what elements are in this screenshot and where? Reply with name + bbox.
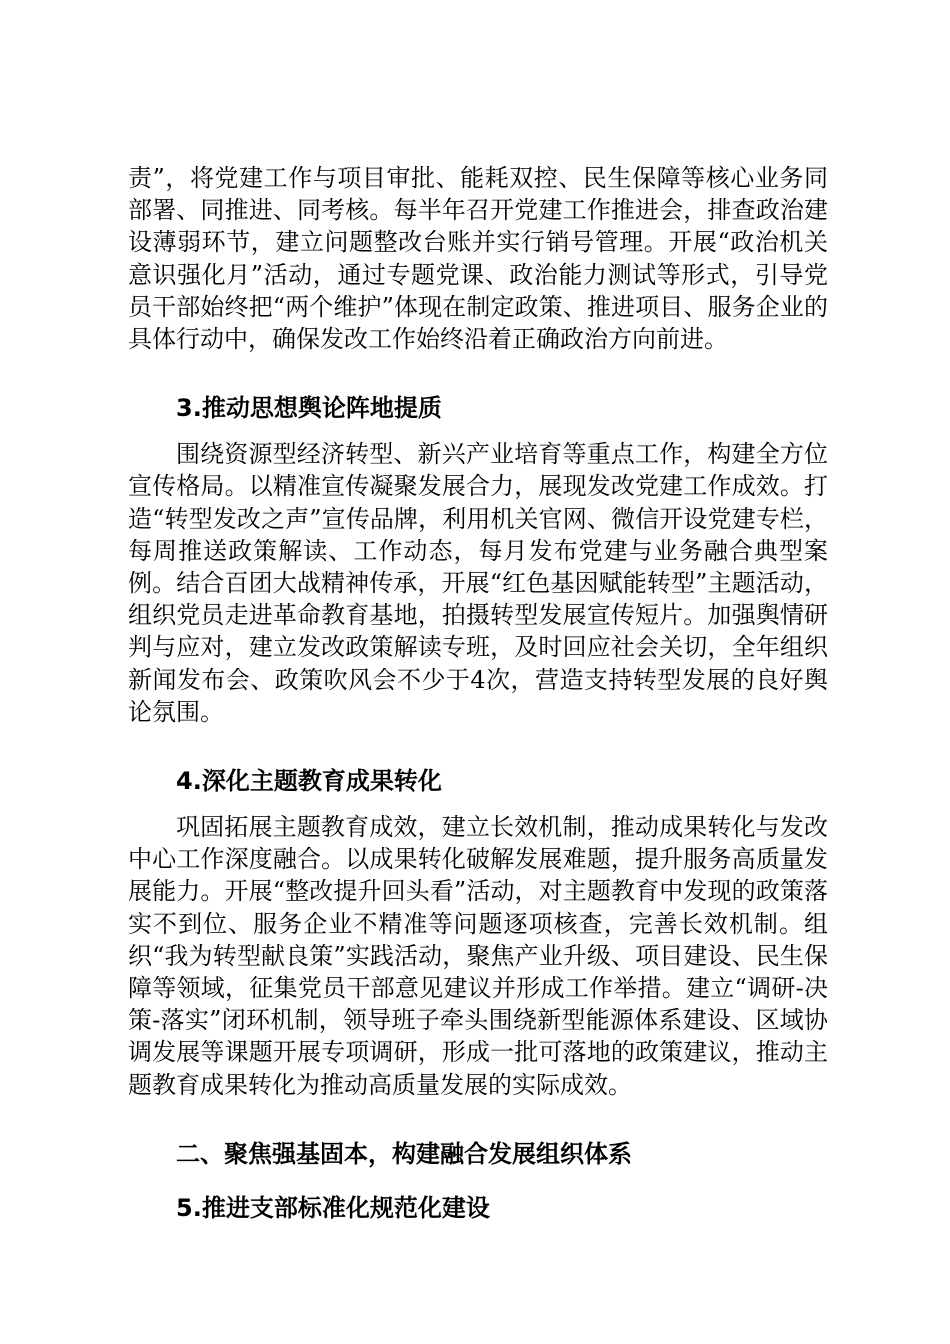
document-body: [128, 162, 828, 1224]
subheading-5: 5.推进支部标准化规范化建设: [176, 1193, 490, 1222]
paragraph-3: 围绕资源型经济转型、新兴产业培育等重点工作，构建全方位宣传格局。以精准宣传凝聚发展合力，展现发改党建工作成效。打造“转型发改之声”宣传品牌，利用机关官网、微信开设党建专栏，每周推送政策解读、工作动态，每月发布党建与业务融合典型案例。结合百团大战精神传承，开展“红色基因赋能转型”主题活动，组织党员走进革命教育基地，拍摄转型发展宣传短片。加强舆情研判与应对，建立发改政策解读专班，及时回应社会关切，全年组织新闻发布会、政策吹风会不少于4次，营造支持转型发展的良好舆论氛围。: [128, 440, 828, 726]
paragraph-continued: 责”，将党建工作与项目审批、能耗双控、民生保障等核心业务同部署、同推进、同考核。每半年召开党建工作推进会，排查政治建设薄弱环节，建立问题整改台账并实行销号管理。开展“政治机关意识强化月”活动，通过专题党课、政治能力测试等形式，引导党员干部始终把“两个维护”体现在制定政策、推进项目、服务企业的具体行动中，确保发改工作始终沿着正确政治方向前进。: [128, 164, 828, 354]
subheading-4: 4.深化主题教育成果转化: [176, 767, 442, 796]
paragraph-4: 巩固拓展主题教育成效，建立长效机制，推动成果转化与发改中心工作深度融合。以成果转化破解发展难题，提升服务高质量发展能力。开展“整改提升回头看”活动，对主题教育中发现的政策落实不到位、服务企业不精准等问题逐项核查，完善长效机制。组织“我为转型献良策”实践活动，聚焦产业升级、项目建设、民生保障等领域，征集党员干部意见建议并形成工作举措。建立“调研-决策-落实”闭环机制，领导班子牵头围绕新型能源体系建设、区域协调发展等课题开展专项调研，形成一批可落地的政策建议，推动主题教育成果转化为推动高质量发展的实际成效。: [128, 813, 828, 1099]
section-heading-2: 二、聚焦强基固本，构建融合发展组织体系: [176, 1139, 632, 1168]
subheading-3: 3.推动思想舆论阵地提质: [176, 394, 442, 423]
